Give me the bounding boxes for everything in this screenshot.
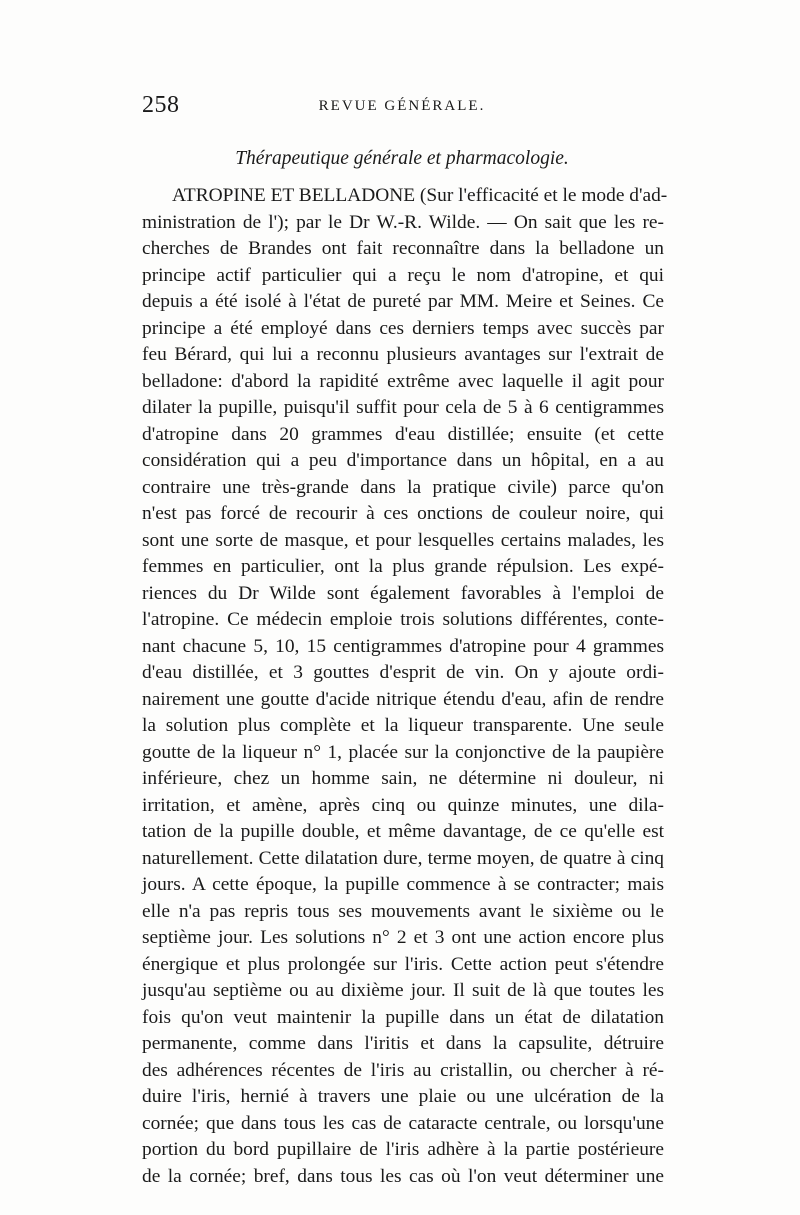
text-line: depuis a été isolé à l'état de pureté par MM. Meire et Seines. Ce (142, 291, 664, 312)
text-line: fois qu'on veut maintenir la pupille dans un état de dilatation (142, 1006, 664, 1028)
text-line: jours. A cette époque, la pupille commence à se contracter; mais (142, 874, 664, 895)
text-line: riences du Dr Wilde sont également favorables à l'emploi de (142, 582, 664, 604)
text-line: ATROPINE ET BELLADONE (Sur l'efficacité et le mode d'ad- (172, 185, 668, 206)
text-line: naturellement. Cette dilatation dure, terme moyen, de quatre à cinq (142, 847, 664, 869)
text-line: septième jour. Les solutions n° 2 et 3 ont une action encore plus (142, 927, 664, 948)
text-line: la solution plus complète et la liqueur transparente. Une seule (142, 715, 664, 736)
text-line: d'atropine dans 20 grammes d'eau distillée; ensuite (et cette (142, 423, 664, 445)
text-line: dilater la pupille, puisqu'il suffit pour cela de 5 à 6 centigrammes (142, 397, 664, 418)
text-line: belladone: d'abord la rapidité extrême avec laquelle il agit pour (142, 370, 664, 392)
text-line: considération qui a peu d'importance dans un hôpital, en a au (142, 450, 664, 471)
text-line: sont une sorte de masque, et pour lesquelles certains malades, les (142, 529, 664, 551)
text-line: inférieure, chez un homme sain, ne détermine ni douleur, ni (142, 768, 664, 789)
text-line: irritation, et amène, après cinq ou quinze minutes, une dila- (142, 794, 664, 816)
text-line: permanente, comme dans l'iritis et dans la capsulite, détruire (142, 1033, 664, 1054)
journal-title: REVUE GÉNÉRALE. (318, 98, 486, 114)
text-line: principe a été employé dans ces derniers temps avec succès par (142, 317, 664, 339)
text-line: portion du bord pupillaire de l'iris adhère à la partie postérieure (142, 1139, 664, 1160)
text-line: des adhérences récentes de l'iris au cristallin, ou chercher à ré- (142, 1059, 664, 1081)
text-line: d'eau distillée, et 3 gouttes d'esprit de vin. On y ajoute ordi- (142, 662, 664, 683)
running-head (142, 92, 662, 122)
text-line: de la cornée; bref, dans tous les cas où l'on veut déterminer une (142, 1165, 664, 1187)
text-line: cornée; que dans tous les cas de cataracte centrale, ou lorsqu'une (142, 1112, 664, 1134)
text-line: jusqu'au septième ou au dixième jour. Il suit de là que toutes les (142, 980, 664, 1001)
page-number: 258 (142, 92, 180, 118)
text-line: n'est pas forcé de recourir à ces onctions de couleur noire, qui (142, 503, 664, 524)
text-line: nairement une goutte d'acide nitrique étendu d'eau, afin de rendre (142, 688, 664, 710)
text-line: nant chacune 5, 10, 15 centigrammes d'atropine pour 4 grammes (142, 635, 664, 657)
article-body (142, 183, 668, 1190)
text-line: énergique et plus prolongée sur l'iris. Cette action peut s'étendre (142, 953, 664, 975)
text-line: ministration de l'); par le Dr W.-R. Wilde. — On sait que les re- (142, 211, 664, 233)
section-title: Thérapeutique générale et pharmacologie. (235, 148, 569, 169)
text-line: contraire une très-grande dans la pratique civile) parce qu'on (142, 476, 664, 498)
text-line: l'atropine. Ce médecin emploie trois solutions différentes, conte- (142, 609, 664, 630)
text-line: elle n'a pas repris tous ses mouvements avant le sixième ou le (142, 900, 664, 922)
text-line: cherches de Brandes ont fait reconnaître dans la belladone un (142, 238, 664, 259)
text-line: tation de la pupille double, et même davantage, de ce qu'elle est (142, 821, 664, 842)
text-line: femmes en particulier, ont la plus grande répulsion. Les expé- (142, 556, 664, 577)
text-line: principe actif particulier qui a reçu le nom d'atropine, et qui (142, 264, 664, 286)
text-line: goutte de la liqueur n° 1, placée sur la conjonctive de la paupière (142, 741, 664, 763)
text-line: duire l'iris, hernié à travers une plaie ou une ulcération de la (142, 1086, 664, 1107)
text-line: feu Bérard, qui lui a reconnu plusieurs avantages sur l'extrait de (142, 344, 664, 365)
